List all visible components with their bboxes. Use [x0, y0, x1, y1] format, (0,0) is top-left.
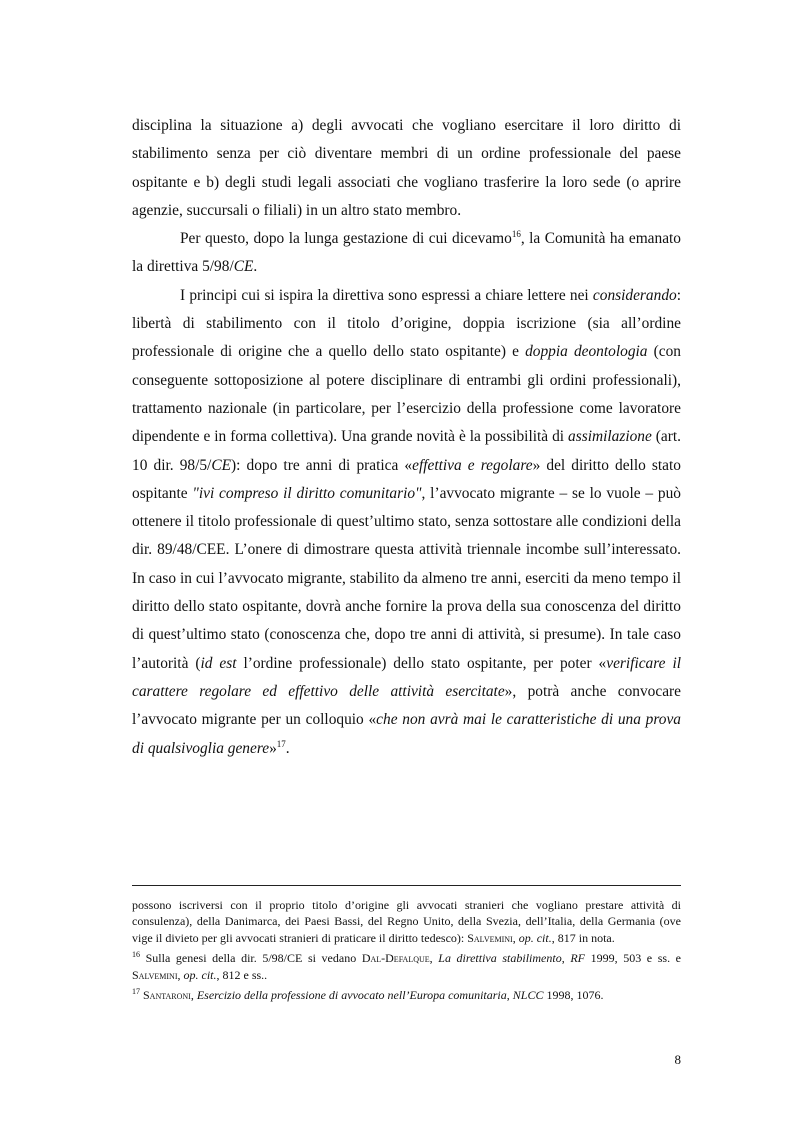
- footnote-17: $^{17}$ Santaroni, Esercizio della professione di avvocato nell’Europa comunitaria, NLCC 1998, 1076.: [132, 987, 604, 1003]
- paragraph-3: I principi cui si ispira la direttiva sono espressi a chiare lettere nei considerando: libertà di stabilimento con il titolo d’origine, doppia iscrizione (sia all’ordine professionale di origine che a quello dello stato ospitante) e doppia deontologia (con conseguente sottoposizione al potere disciplinare di entrambi gli ordini professionali), trattamento nazionale (in particolare, per l’esercizio della professione come lavoratore dipendente e in forma collettiva). Una grande novità è la possibilità di assimilazione (art. 10 dir. 98/5/CE): dopo tre anni di pratica «effettiva e regolare» del diritto dello stato ospitante "ivi compreso il diritto comunitario", l’avvocato migrante – se lo vuole – può ottenere il titolo professionale di quest’ultimo stato, senza sottostare alle condizioni della dir. 89/48/CEE. L’onere di dimostrare questa attività triennale incombe sull’interessato. In caso in cui l’avvocato migrante, stabilito da almeno tre anni, eserciti da meno tempo il diritto dello stato ospitante, dovrà anche fornire la prova della sua conoscenza del diritto di quest’ultimo stato (conoscenza che, dopo tre anni di attività, si presume). In tale caso l’autorità (id est l’ordine professionale) dello stato ospitante, per poter «verificare il carattere regolare ed effettivo delle attività esercitate», potrà anche convocare l’avvocato migrante per un colloquio «che non avrà mai le caratteristiche di una prova di qualsivoglia genere»$^{17}$.: [132, 286, 682, 757]
- footnote-16: $^{16}$ Sulla genesi della dir. 5/98/CE si vedano Dal-Defalque, La direttiva stabilimento, RF 1999, 503 e ss. e Salvemini, op. cit., 812 e ss..: [132, 950, 682, 982]
- footnote-ref-17: 17: [276, 738, 286, 749]
- page-number: 8: [674, 1052, 681, 1067]
- footnote-continuation: possono iscriversi con il proprio titolo d’origine gli avvocati stranieri che vogliano prestare attività di consulenza), della Danimarca, dei Paesi Bassi, del Regno Unito, della Svezia, dell’Italia, della Germania (ove vige il divieto per gli avvocati stranieri di praticare il diritto tedesco): Salvemini, op. cit., 817 in nota.: [132, 898, 681, 945]
- footnote-ref-16: 16: [511, 229, 521, 240]
- body-text: [132, 112, 681, 763]
- footnote-separator: [132, 885, 681, 886]
- footnotes: [132, 897, 681, 1008]
- paragraph-2: Per questo, dopo la lunga gestazione di cui dicevamo$^{16}$, la Comunità ha emanato la direttiva 5/98/CE.: [132, 229, 681, 276]
- paragraph-1: disciplina la situazione a) degli avvocati che vogliano esercitare il loro diritto di stabilimento senza per ciò diventare membri di un ordine professionale del paese ospitante e b) degli studi legali associati che vogliano trasferire la loro sede (o aprire agenzie, succursali o filiali) in un altro stato membro.: [132, 117, 681, 219]
